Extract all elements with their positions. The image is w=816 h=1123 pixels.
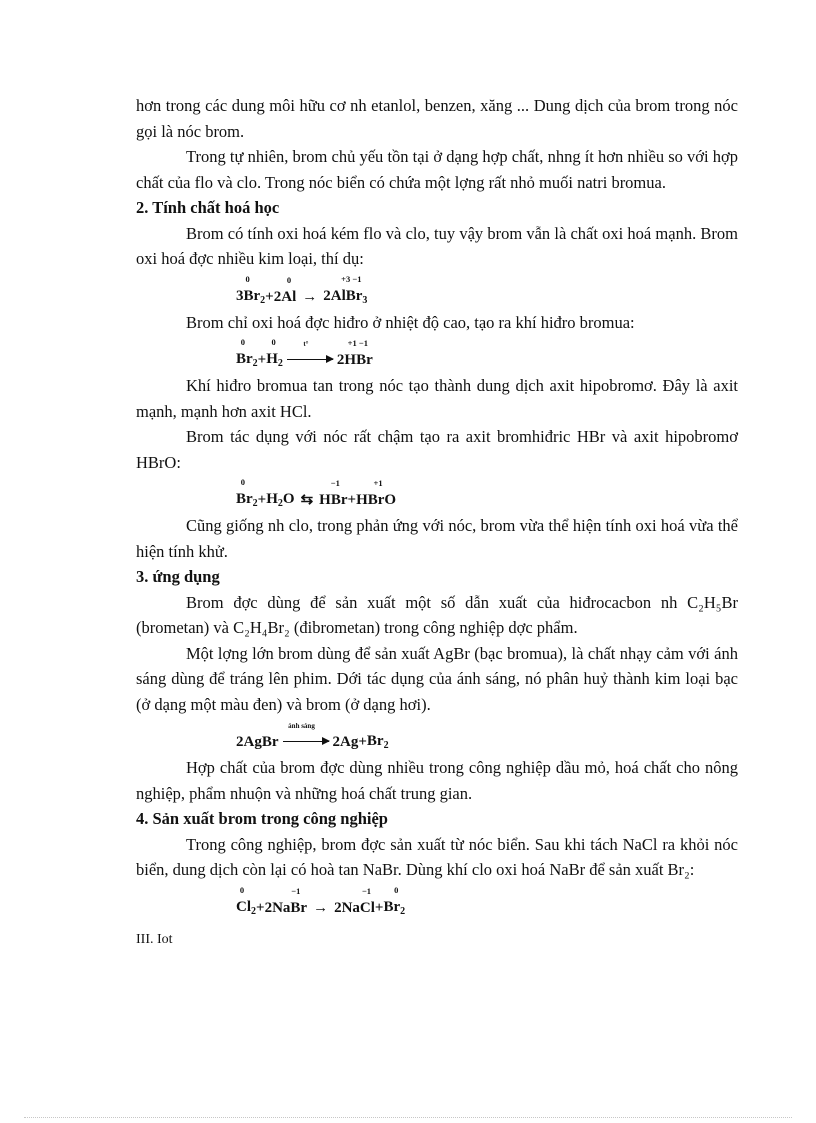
eq3-term-h2o: $H_2O$	[266, 491, 295, 509]
paragraph-industry-uses: Hợp chất của brom đợc dùng nhiều trong công nghiệp dầu mỏ, hoá chất cho nông nghiệp, phẩm nhuộn và những hoá chất trung gian.	[136, 758, 738, 803]
eq5-term-cl2: 0 $Cl_2$	[236, 884, 256, 917]
eq3-term-hbro: +1 HBrO	[356, 478, 397, 508]
paragraph-solvents: hơn trong các dung môi hữu cơ nh etanlol, benzen, xăng ... Dung dịch của brom trong nóc gọi là nóc brom.	[136, 96, 738, 141]
equation-agbr-decomposition: 2AgBr ánh sáng 2Ag + $Br_2$	[236, 722, 389, 751]
light-arrow: ánh sáng	[283, 734, 329, 751]
heat-arrow: t°	[287, 352, 333, 369]
eq3-term-hbr: −1 HBr	[319, 478, 348, 508]
page-bottom-border	[24, 1117, 792, 1118]
equation-br2-h2o: 0 $Br_2$ + $H_2O$ ⇆ −1 HBr + +1 HBrO	[236, 477, 397, 509]
equation-br2-h2: 0 $Br_2$ + 0 $H_2$ t° +1 −1 2HBr	[236, 337, 373, 369]
paragraph-natural-occurrence: Trong tự nhiên, brom chủ yếu tồn tại ở dạng hợp chất, nhng ít hơn nhiều so với hợp chất của flo và clo. Trong nóc biển có chứa một lợng rất nhỏ muối natri bromua.	[136, 147, 738, 192]
heading-production: 4. Sản xuất brom trong công nghiệp	[136, 809, 388, 828]
eq5-term-br2: 0 $Br_2$	[383, 884, 406, 917]
reaction-arrow: →	[302, 288, 318, 305]
paragraph-oxidizing: Brom có tính oxi hoá kém flo và clo, tuy vậy brom vẫn là chất oxi hoá mạnh. Brom oxi hoá đợc nhiều kim loại, thí dụ:	[136, 223, 738, 268]
paragraph-hydrobromic: Khí hiđro bromua tan trong nóc tạo thành dung dịch axit hipobromơ. Đây là axit mạnh, mạnh hơn axit HCl.	[136, 376, 738, 421]
paragraph-production: Trong công nghiệp, brom đợc sản xuất từ nóc biển. Sau khi tách NaCl ra khỏi nóc biển, dung dịch còn lại có hoà tan NaBr. Dùng khí clo oxi hoá NaBr để sản xuất Br₂:	[136, 834, 738, 879]
eq2-term-h2: 0 $H_2$	[266, 337, 283, 369]
paragraph-clo-like: Cũng giống nh clo, trong phản ứng với nóc, brom vừa thể hiện tính oxi hoá vừa thể hiện tính khử.	[136, 516, 738, 561]
eq3-term-br2: 0 $Br_2$	[236, 477, 258, 509]
paragraph-derivatives: Brom đợc dùng để sản xuất một số dẫn xuất của hiđrocacbon nh C₂H₅Br (brometan) và C₂H₄Br₂ (đibrometan) trong công nghiệp dợc phẩm.	[136, 592, 738, 637]
paragraph-agbr: Một lợng lớn brom dùng để sản xuất AgBr (bạc bromua), là chất nhạy cảm với ánh sáng dùng để tráng lên phim. Dới tác dụng của ánh sáng, nó phân huỷ thành kim loại bạc (ở dạng một màu đen) và brom (ở dạng hơi).	[136, 643, 738, 714]
page-content	[136, 93, 738, 952]
reaction-arrow: →	[313, 899, 329, 916]
equation-br2-al: 0 $3Br_2$ + 0 2Al → +3 −1 2AlBr$_3$	[236, 273, 368, 306]
eq1-term-br2: 0 $3Br_2$	[236, 273, 266, 306]
section-heading-iodine: III. Iot	[136, 931, 173, 947]
paragraph-water-reaction: Brom tác dụng với nóc rất chậm tạo ra axit bromhiđric HBr và axit hipobromơ HBrO:	[136, 427, 738, 472]
heading-chemical-properties: 2. Tính chất hoá học	[136, 198, 280, 217]
eq5-term-nacl: −1 2NaCl	[334, 885, 375, 916]
equation-cl2-nabr: 0 $Cl_2$ + −1 2NaBr → −1 2NaCl + 0 $Br_2$	[236, 884, 406, 917]
equilibrium-arrow: ⇆	[300, 492, 314, 508]
eq1-term-al: 0 2Al	[273, 274, 297, 305]
eq1-term-albr3: +3 −1 2AlBr$_3$	[323, 273, 368, 306]
eq5-term-nabr: −1 2NaBr	[264, 885, 308, 916]
heading-applications: 3. ứng dụng	[136, 567, 220, 586]
eq2-term-br2: 0 $Br_2$	[236, 337, 258, 369]
eq4-term-br2: $Br_2$	[366, 733, 389, 751]
paragraph-hydrogen: Brom chỉ oxi hoá đợc hiđro ở nhiệt độ cao, tạo ra khí hiđro bromua:	[186, 312, 635, 332]
eq2-term-hbr: +1 −1 2HBr	[336, 338, 373, 368]
